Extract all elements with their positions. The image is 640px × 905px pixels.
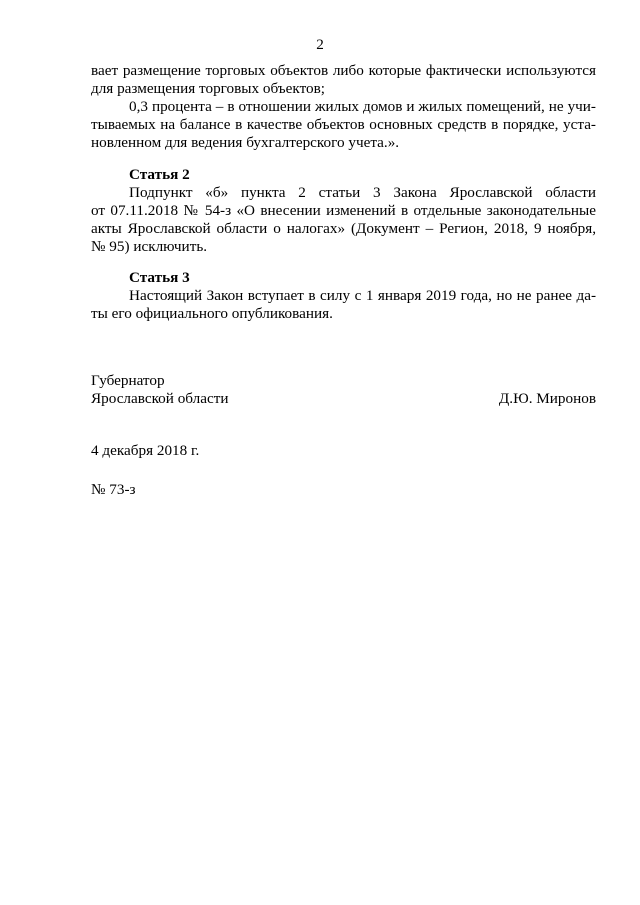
- paragraph-continuation: [91, 62, 596, 98]
- text-line: ты его официального опубликования.: [91, 305, 333, 322]
- text-line: акты Ярославской области о налогах» (Документ – Регион, 2018, 9 ноября,: [91, 220, 596, 237]
- article-2: [91, 166, 596, 256]
- text-line: вает размещение торговых объектов либо которые фактически используются: [91, 62, 596, 79]
- text-line: для размещения торговых объектов;: [91, 80, 326, 97]
- text-line: новленном для ведения бухгалтерского учета.».: [91, 134, 400, 151]
- document-date: 4 декабря 2018 г.: [91, 442, 200, 459]
- article-3: [91, 269, 596, 323]
- article-3-heading: Статья 3: [129, 269, 190, 286]
- text-line: № 95) исключить.: [91, 238, 208, 255]
- page-number: 2: [316, 36, 324, 53]
- article-2-heading: Статья 2: [129, 166, 190, 183]
- signature-row: [91, 390, 596, 408]
- signature-title-line1: Губернатор: [91, 372, 165, 389]
- signature-title: [91, 372, 596, 390]
- signature-name: Д.Ю. Миронов: [498, 390, 596, 407]
- text-line: Подпункт «б» пункта 2 статьи 3 Закона Ярославской области: [129, 184, 596, 201]
- document-number: № 73-з: [91, 481, 136, 498]
- text-line: Настоящий Закон вступает в силу с 1 января 2019 года, но не ранее да-: [129, 287, 596, 304]
- text-line: от 07.11.2018 № 54-з «О внесении изменений в отдельные законодательные: [91, 202, 596, 219]
- paragraph-rate: [91, 98, 596, 152]
- text-line: 0,3 процента – в отношении жилых домов и жилых помещений, не учи-: [129, 98, 596, 115]
- signature-title-line2: Ярославской области: [91, 390, 229, 407]
- text-line: тываемых на балансе в качестве объектов основных средств в порядке, уста-: [91, 116, 596, 133]
